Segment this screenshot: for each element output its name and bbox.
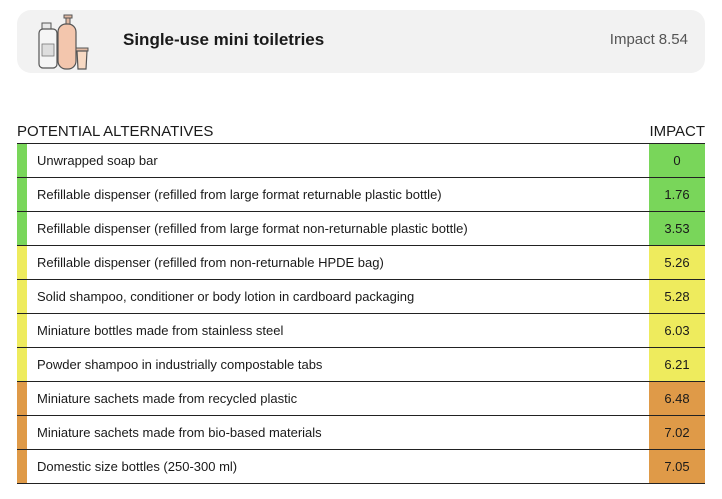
alternatives-list	[17, 144, 705, 484]
alternative-impact: 5.28	[649, 280, 705, 313]
alternative-row	[17, 416, 705, 450]
alternative-impact: 3.53	[649, 212, 705, 245]
alternative-label: Miniature bottles made from stainless steel	[37, 323, 284, 338]
alternative-row	[17, 280, 705, 314]
alternative-row	[17, 246, 705, 280]
impact-level-bar	[17, 178, 27, 211]
alternative-row	[17, 314, 705, 348]
alternative-row	[17, 144, 705, 178]
alternative-label: Solid shampoo, conditioner or body lotion in cardboard packaging	[37, 289, 415, 304]
product-impact-summary	[610, 31, 688, 48]
alternatives-heading: POTENTIAL ALTERNATIVES	[17, 123, 214, 140]
alternative-label: Domestic size bottles (250-300 ml)	[37, 459, 238, 474]
alternative-label: Miniature sachets made from bio-based materials	[37, 425, 322, 440]
impact-level-bar	[17, 280, 27, 313]
alternative-impact: 6.03	[649, 314, 705, 347]
alternative-label: Powder shampoo in industrially compostable tabs	[37, 357, 323, 372]
alternative-impact: 5.26	[649, 246, 705, 279]
impact-level-bar	[17, 450, 27, 483]
alternative-impact: 6.21	[649, 348, 705, 381]
alternative-label: Refillable dispenser (refilled from large format non-returnable plastic bottle)	[37, 221, 468, 236]
impact-value: 8.54	[658, 31, 688, 48]
alternative-row	[17, 178, 705, 212]
alternative-impact: 6.48	[649, 382, 705, 415]
alternative-label: Unwrapped soap bar	[37, 153, 158, 168]
alternative-impact: 7.02	[649, 416, 705, 449]
impact-level-bar	[17, 416, 27, 449]
impact-level-bar	[17, 382, 27, 415]
alternative-impact: 7.05	[649, 450, 705, 483]
alternative-row	[17, 450, 705, 484]
impact-level-bar	[17, 314, 27, 347]
toiletries-bottles-icon	[37, 14, 93, 70]
product-summary-card	[17, 10, 705, 73]
impact-level-bar	[17, 348, 27, 381]
impact-level-bar	[17, 144, 27, 177]
alternatives-header	[17, 122, 705, 144]
alternative-label: Refillable dispenser (refilled from large format returnable plastic bottle)	[37, 187, 442, 202]
impact-level-bar	[17, 246, 27, 279]
product-title: Single-use mini toiletries	[123, 30, 325, 49]
alternative-label: Refillable dispenser (refilled from non-returnable HPDE bag)	[37, 255, 384, 270]
alternative-row	[17, 348, 705, 382]
alternative-row	[17, 382, 705, 416]
alternative-impact: 1.76	[649, 178, 705, 211]
alternative-row	[17, 212, 705, 246]
impact-column-heading: IMPACT	[649, 123, 705, 140]
impact-label: Impact	[609, 31, 655, 48]
alternative-label: Miniature sachets made from recycled plastic	[37, 391, 298, 406]
alternative-impact: 0	[649, 144, 705, 177]
impact-level-bar	[17, 212, 27, 245]
